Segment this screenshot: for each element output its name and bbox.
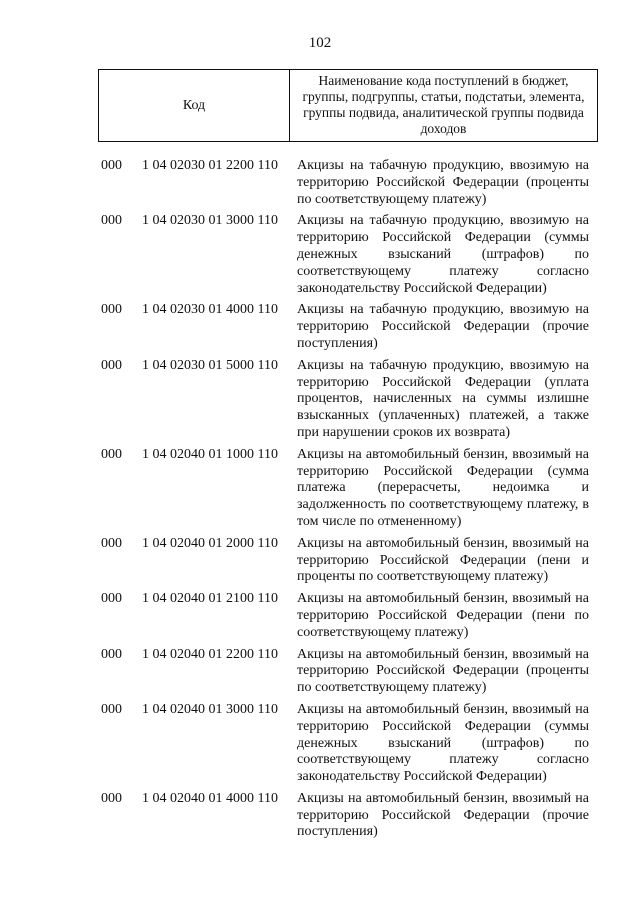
row-income-name: Акцизы на автомобильный бензин, ввозимый на территорию Российской Федерации (прочие поступления) [297, 790, 589, 840]
table-row [0, 647, 640, 697]
row-income-code: 1 04 02040 01 2200 110 [142, 646, 278, 662]
row-income-name: Акцизы на автомобильный бензин, ввозимый на территорию Российской Федерации (суммы денежных взысканий (штрафов) по соответствующему платежу согласно законодательству Российской Федерации) [297, 701, 589, 785]
row-admin-code: 000 [101, 591, 122, 607]
row-income-name: Акцизы на автомобильный бензин, ввозимый на территорию Российской Федерации (сумма платежа (перерасчеты, недоимка и задолженность по соответствующему платежу, в том числе по отмененному) [297, 446, 589, 529]
row-admin-code: 000 [101, 446, 122, 462]
table-row [0, 591, 640, 641]
table-row [0, 213, 640, 297]
table-row [0, 791, 640, 841]
row-income-name: Акцизы на табачную продукцию, ввозимую на территорию Российской Федерации (суммы денежных взысканий (штрафов) по соответствующему платежу согласно законодательству Российской Федерации) [297, 213, 589, 296]
table-row [0, 358, 640, 442]
row-income-name: Акцизы на автомобильный бензин, ввозимый на территорию Российской Федерации (проценты по соответствующему платежу) [297, 646, 589, 696]
header-code-label: Код [99, 70, 290, 141]
page-number: 102 [308, 35, 332, 51]
table-header [98, 69, 598, 142]
row-income-code: 1 04 02040 01 4000 110 [142, 790, 278, 806]
row-income-code: 1 04 02030 01 4000 110 [142, 302, 278, 318]
row-income-name: Акцизы на автомобильный бензин, ввозимый на территорию Российской Федерации (пени по соответствующему платежу) [297, 591, 589, 640]
row-income-code: 1 04 02030 01 5000 110 [142, 357, 278, 373]
table-row [0, 447, 640, 531]
row-admin-code: 000 [101, 646, 122, 662]
row-income-name: Акцизы на табачную продукцию, ввозимую на территорию Российской Федерации (прочие поступления) [297, 302, 589, 351]
row-admin-code: 000 [101, 357, 122, 373]
row-admin-code: 000 [101, 790, 122, 806]
row-income-code: 1 04 02030 01 2200 110 [142, 158, 278, 173]
row-income-code: 1 04 02040 01 2100 110 [142, 591, 278, 607]
row-income-code: 1 04 02040 01 2000 110 [142, 535, 278, 551]
income-codes-list [0, 158, 640, 846]
table-row [0, 158, 640, 208]
row-income-name: Акцизы на автомобильный бензин, ввозимый на территорию Российской Федерации (пени и проценты по соответствующему платежу) [297, 535, 589, 585]
row-admin-code: 000 [101, 158, 122, 173]
row-admin-code: 000 [101, 535, 122, 551]
row-income-name: Акцизы на табачную продукцию, ввозимую на территорию Российской Федерации (уплата процентов, начисленных на суммы излишне взысканных (уплаченных) платежей, а также при нарушении сроков их возврата) [297, 357, 589, 440]
header-name-label: Наименование кода поступлений в бюджет, группы, подгруппы, статьи, подстатьи, элемента, группы подвида, аналитической группы подвида доходов [302, 73, 585, 136]
row-income-name: Акцизы на табачную продукцию, ввозимую на территорию Российской Федерации (проценты по соответствующему платежу) [297, 158, 589, 207]
table-row [0, 302, 640, 352]
table-row [0, 702, 640, 786]
row-income-code: 1 04 02030 01 3000 110 [142, 213, 278, 229]
row-admin-code: 000 [101, 213, 122, 229]
table-row [0, 536, 640, 586]
row-admin-code: 000 [101, 701, 122, 717]
row-admin-code: 000 [101, 302, 122, 318]
row-income-code: 1 04 02040 01 1000 110 [142, 446, 278, 462]
row-income-code: 1 04 02040 01 3000 110 [142, 701, 278, 717]
